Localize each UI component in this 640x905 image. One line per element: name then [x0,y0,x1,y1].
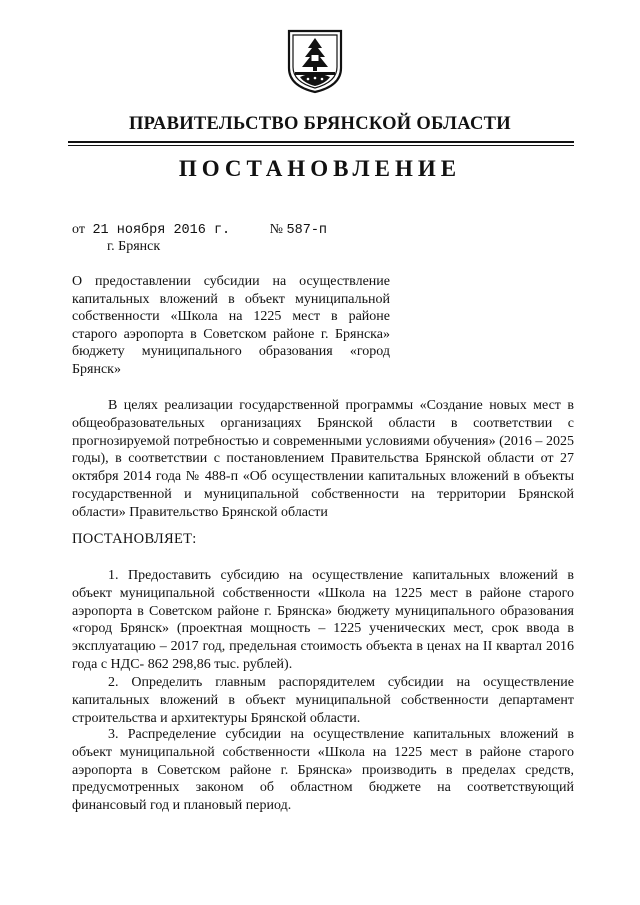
header-rule-thick [68,141,574,143]
date-number-line [72,222,327,238]
organization-name: ПРАВИТЕЛЬСТВО БРЯНСКОЙ ОБЛАСТИ [128,114,511,134]
date-value: 21 ноября 2016 г. [92,223,231,238]
decree-word: ПОСТАНОВЛЯЕТ: [72,531,197,547]
coat-of-arms-icon [286,28,344,94]
document-subject: О предоставлении субсидии на осуществление капитальных вложений в объект муниципальной собственности «Школа на 1225 мест в районе старого аэропорта в Советском районе г. Брянска» бюджету муниципального образования «город Брянск» [72,274,390,377]
clause-1: 1. Предоставить субсидию на осуществление капитальных вложений в объект муниципальной собственности «Школа на 1225 мест в районе старого аэропорта в Советском районе г. Брянска» бюджету муниципального образования «город Брянск» (проектная мощность – 1225 ученических мест, срок ввода в эксплуатацию – 2017 год, предельная стоимость объекта в ценах на II квартал 2016 года с НДС- 862 298,86 тыс. рублей). [72,568,574,672]
number-prefix: № [269,222,284,237]
number-value: 587-п [286,223,328,238]
city: г. Брянск [107,239,161,254]
date-prefix: от [72,222,85,237]
clause-2: 2. Определить главным распорядителем субсидии на осуществление капитальных вложений в объект муниципальной собственности департамент строительства и архитектуры Брянской области. [72,675,574,726]
document-type-title: ПОСТАНОВЛЕНИЕ [178,156,462,181]
preamble-paragraph: В целях реализации государственной программы «Создание новых мест в общеобразовательных организациях Брянской области в соответствии с прогнозируемой потребностью и современными условиями обучения» (2016 – 2025 годы), в соответствии с постановлением Правительства Брянской области от 27 октября 2014 года № 488-п «Об осуществлении капитальных вложений в объекты государственной и муниципальной собственности на территории Брянской области» Правительство Брянской области [72,398,574,520]
clause-3: 3. Распределение субсидии на осуществление капитальных вложений в объект муниципальной собственности «Школа на 1225 мест в районе старого аэропорта в Советском районе г. Брянска» производить в пределах средств, предусмотренных законом об областном бюджете на соответствующий финансовый год и плановый период. [72,727,574,814]
header-rule-thin [68,145,574,146]
